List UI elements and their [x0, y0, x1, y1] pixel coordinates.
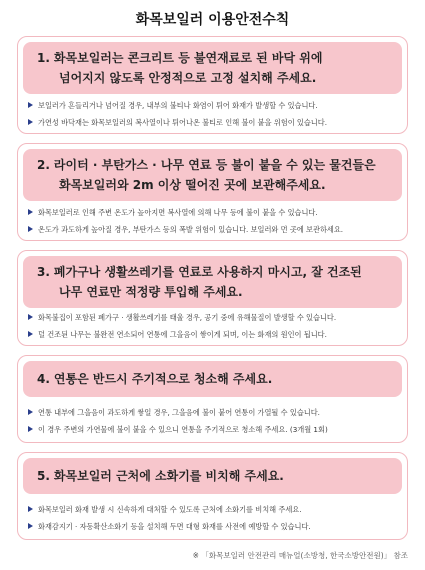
- right-triangle-arrow-icon: [28, 506, 33, 512]
- heading-line-2: 나무 연료만 적정량 투입해 주세요.: [59, 285, 243, 299]
- section-number: 4.: [37, 372, 50, 386]
- list-item: 화목불집이 포함된 폐가구 · 생활쓰레기를 태울 경우, 공기 중에 유해물질이 발생할 수 있습니다.: [28, 309, 399, 326]
- heading-line-2: 화목보일러와 2m 이상 떨어진 곳에 보관해주세요.: [59, 178, 326, 192]
- list-item: 가연성 바닥재는 화목보일러의 복사열이나 튀어나온 불티로 인해 불이 붙을 위험이 있습니다.: [28, 114, 399, 131]
- section-5-card: [17, 452, 408, 540]
- section-5-heading: [23, 458, 402, 494]
- list-item: 화재감지기 · 자동확산소화기 등을 설치해 두면 대형 화재를 사전에 예방할 수 있습니다.: [28, 518, 399, 535]
- list-item: 보일러가 흔들리거나 넘어질 경우, 내부의 불티나 화염이 튀어 화재가 발생할 수 있습니다.: [28, 97, 399, 114]
- section-4-heading: [23, 361, 402, 397]
- section-4-card: [17, 355, 408, 443]
- right-triangle-arrow-icon: [28, 523, 33, 529]
- section-1-heading: [23, 42, 402, 94]
- bullet-list: [28, 97, 399, 131]
- list-item: 화목보일러로 인해 주변 온도가 높아지면 복사열에 의해 나무 등에 불이 붙을 수 있습니다.: [28, 204, 399, 221]
- list-item: 온도가 과도하게 높아질 경우, 부탄가스 등의 폭발 위험이 있습니다. 보일러와 먼 곳에 보관하세요.: [28, 221, 399, 238]
- bullet-list: [28, 501, 399, 535]
- heading-line-1: 라이터 · 부탄가스 · 나무 연료 등 불이 붙을 수 있는 물건들은: [53, 158, 376, 172]
- right-triangle-arrow-icon: [28, 314, 33, 320]
- section-2-heading: [23, 149, 402, 201]
- section-3-heading: [23, 256, 402, 308]
- right-triangle-arrow-icon: [28, 331, 33, 337]
- right-triangle-arrow-icon: [28, 226, 33, 232]
- right-triangle-arrow-icon: [28, 426, 33, 432]
- section-number: 2.: [37, 158, 50, 172]
- bullet-list: [28, 404, 399, 438]
- page-title: 화목보일러 이용안전수칙: [135, 12, 290, 28]
- heading-line-1: 화목보일러는 콘크리트 등 불연재료로 된 바닥 위에: [53, 51, 323, 65]
- right-triangle-arrow-icon: [28, 102, 33, 108]
- heading-line-1: 화목보일러 근처에 소화기를 비치해 주세요.: [53, 469, 284, 483]
- section-number: 3.: [37, 265, 50, 279]
- source-note: ※ 「화목보일러 안전관리 매뉴얼(소방청, 한국소방안전원)」 참조: [192, 551, 408, 560]
- section-number: 1.: [37, 51, 50, 65]
- right-triangle-arrow-icon: [28, 409, 33, 415]
- heading-line-2: 넘어지지 않도록 안정적으로 고정 설치해 주세요.: [59, 71, 317, 85]
- section-number: 5.: [37, 469, 50, 483]
- right-triangle-arrow-icon: [28, 209, 33, 215]
- bullet-list: [28, 204, 399, 238]
- section-2-card: [17, 143, 408, 241]
- list-item: 연통 내부에 그을음이 과도하게 쌓일 경우, 그을음에 불이 붙어 연통이 가열될 수 있습니다.: [28, 404, 399, 421]
- bullet-list: [28, 309, 399, 343]
- list-item: 덜 건조된 나무는 불완전 연소되어 연통에 그을음이 쌓이게 되며, 이는 화재의 원인이 됩니다.: [28, 326, 399, 343]
- section-3-card: [17, 250, 408, 346]
- list-item: 이 경우 주변의 가연물에 불이 붙을 수 있으니 연통을 주기적으로 청소해 주세요. (3개월 1회): [28, 421, 399, 438]
- list-item: 화목보일러 화재 발생 시 신속하게 대처할 수 있도록 근처에 소화기를 비치해 주세요.: [28, 501, 399, 518]
- section-1-card: [17, 36, 408, 134]
- heading-line-1: 연통은 반드시 주기적으로 청소해 주세요.: [53, 372, 273, 386]
- right-triangle-arrow-icon: [28, 119, 33, 125]
- heading-line-1: 폐가구나 생활쓰레기를 연료로 사용하지 마시고, 잘 건조된: [53, 265, 362, 279]
